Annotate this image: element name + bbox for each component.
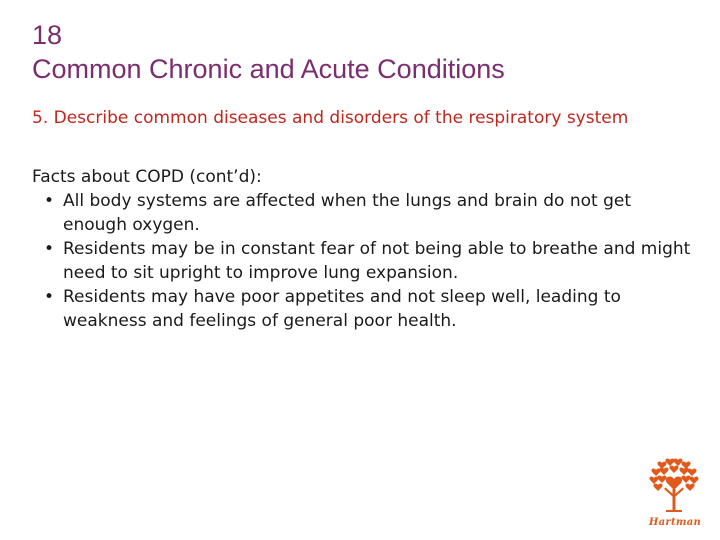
chapter-title: Common Chronic and Acute Conditions <box>32 54 505 84</box>
logo-text: Hartman <box>648 517 702 528</box>
bullet-icon: • <box>43 239 55 259</box>
list-item <box>32 237 700 285</box>
chapter-header <box>32 18 505 86</box>
hartman-logo <box>640 455 710 533</box>
bullet-icon: • <box>43 191 55 211</box>
list-item-text: All body systems are affected when the lungs and brain do not get enough oxygen. <box>63 191 631 235</box>
list-item-text: Residents may be in constant fear of not being able to breathe and might need to sit upright to improve lung expansion. <box>63 239 691 283</box>
slide-body <box>32 165 700 333</box>
section-lead: Facts about COPD (cont’d): <box>32 167 262 187</box>
chapter-number: 18 <box>32 20 63 50</box>
heart-tree-icon <box>640 455 710 517</box>
list-item <box>32 189 700 237</box>
list-item <box>32 285 700 333</box>
bullet-icon: • <box>43 287 55 307</box>
list-item-text: Residents may have poor appetites and not sleep well, leading to weakness and feelings of general poor health. <box>63 287 621 331</box>
facts-list <box>32 189 700 333</box>
learning-objective: 5. Describe common diseases and disorders of the respiratory system <box>32 108 629 128</box>
